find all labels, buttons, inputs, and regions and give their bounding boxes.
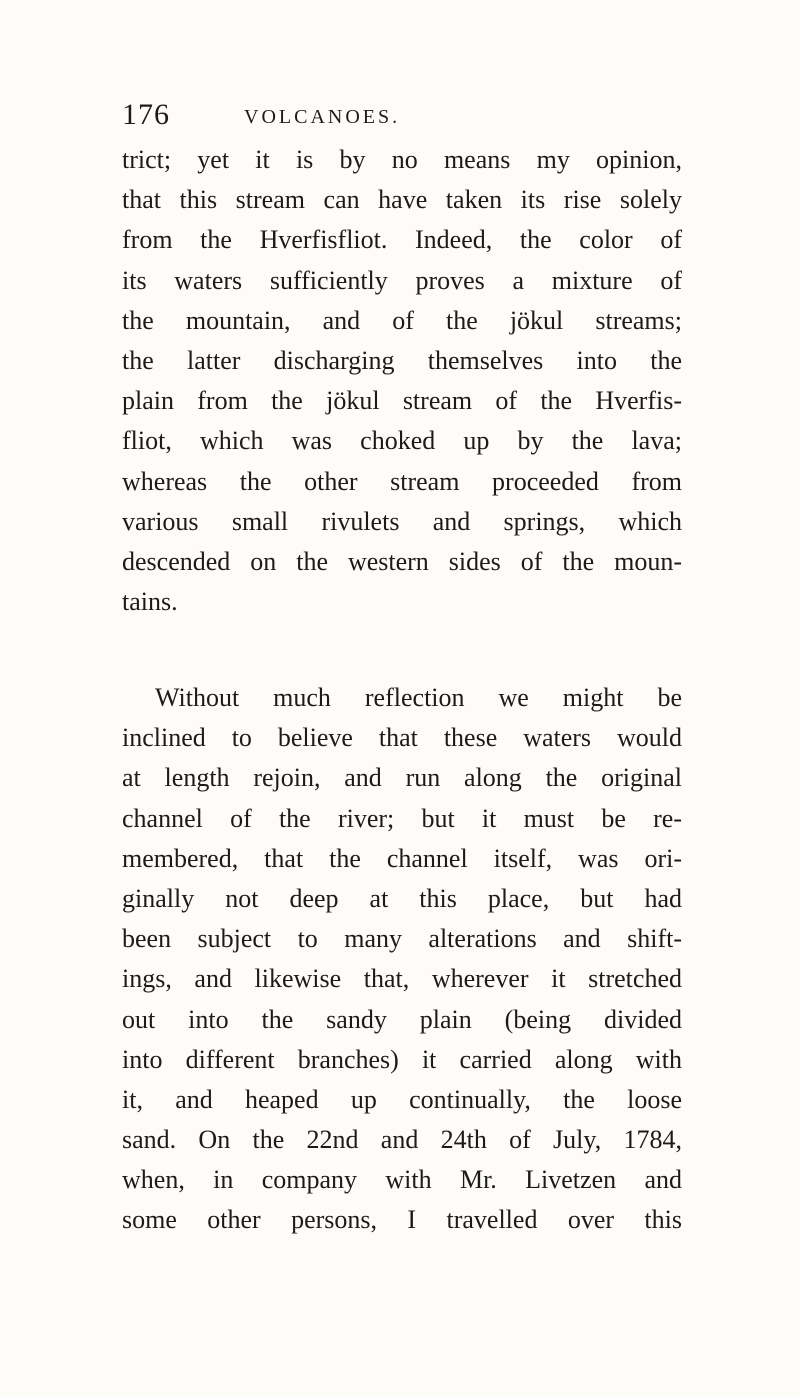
text-line: channel of the river; but it must be re- — [122, 803, 682, 833]
text-line: at length rejoin, and run along the original — [122, 763, 682, 793]
text-line: from the Hverfisfliot. Indeed, the color of — [122, 225, 682, 255]
text-line: into different branches) it carried along with — [122, 1044, 682, 1074]
text-line: it, and heaped up continually, the loose — [122, 1084, 682, 1114]
text-line: ginally not deep at this place, but had — [122, 883, 682, 913]
paragraph-1 — [122, 140, 682, 622]
text-line: out into the sandy plain (being divided — [122, 1004, 682, 1034]
text-line: whereas the other stream proceeded from — [122, 466, 682, 496]
text-line: that this stream can have taken its rise solely — [122, 185, 682, 215]
text-line: tains. — [122, 587, 178, 617]
text-line: some other persons, I travelled over this — [122, 1205, 682, 1235]
text-line: Without much reflection we might be — [155, 683, 682, 712]
text-line: inclined to believe that these waters would — [122, 723, 682, 753]
text-line: various small rivulets and springs, which — [122, 506, 682, 536]
running-head — [122, 98, 682, 138]
text-line: membered, that the channel itself, was ori- — [122, 843, 682, 873]
text-line: fliot, which was choked up by the lava; — [122, 426, 682, 456]
text-line: when, in company with Mr. Livetzen and — [122, 1165, 682, 1195]
text-line: plain from the jökul stream of the Hverfis- — [122, 386, 682, 416]
paragraph-2 — [122, 678, 682, 1241]
running-title: VOLCANOES. — [244, 106, 401, 128]
text-line: the mountain, and of the jökul streams; — [122, 305, 682, 335]
text-line: descended on the western sides of the moun- — [122, 546, 682, 576]
page-number: 176 — [122, 98, 170, 131]
text-line: ings, and likewise that, wherever it stretched — [122, 964, 682, 994]
text-line: its waters sufficiently proves a mixture of — [122, 265, 682, 295]
text-line: been subject to many alterations and shift- — [122, 924, 682, 954]
text-line: trict; yet it is by no means my opinion, — [122, 145, 682, 174]
text-line: sand. On the 22nd and 24th of July, 1784, — [122, 1125, 682, 1155]
text-line: the latter discharging themselves into the — [122, 345, 682, 375]
